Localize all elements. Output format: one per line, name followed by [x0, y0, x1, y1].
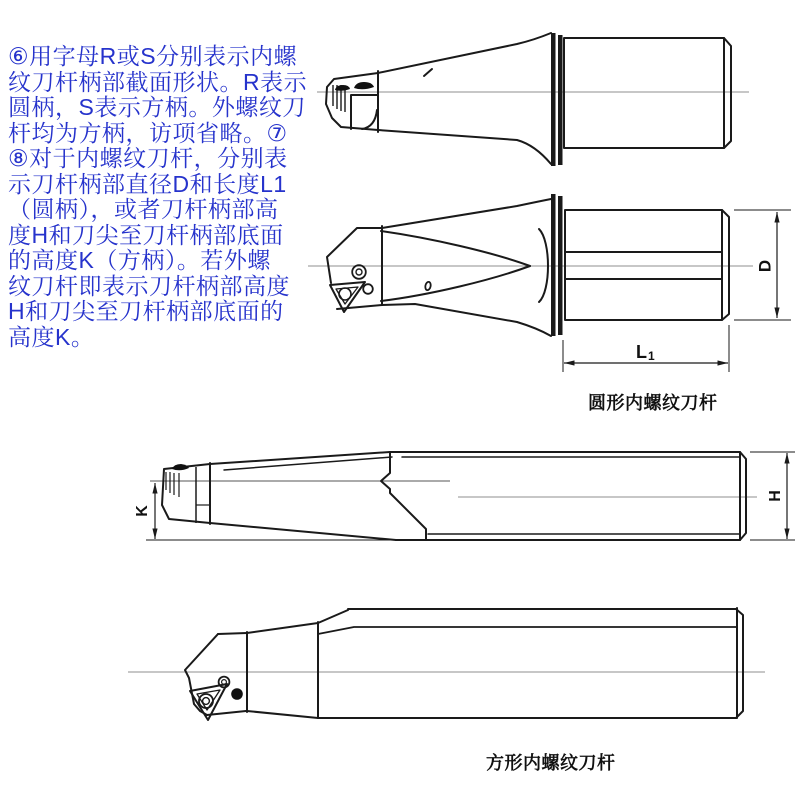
note-line: 的高度K（方柄）。若外螺: [8, 247, 271, 273]
round-toolholder-side-view-drawing: [300, 185, 800, 390]
dimension-k: [146, 483, 396, 540]
tip-centerline: [150, 481, 757, 497]
tool-outline: [185, 608, 743, 718]
note-line: 度H和刀尖至刀杆柄部底面: [8, 221, 284, 248]
note-line: 杆均为方柄，访项省略。⑦: [8, 119, 288, 146]
flange: [551, 194, 563, 336]
note-line: 高度K。: [8, 323, 95, 350]
round-toolholder-top-view-drawing: [305, 15, 800, 190]
flange: [551, 33, 563, 166]
dim-label-shank-height: H: [767, 490, 785, 502]
note-line: 示刀杆柄部直径D和长度L1: [8, 170, 287, 197]
dim-label-length-base: L: [636, 342, 647, 362]
note-line: H和刀尖至刀杆柄部底面的: [8, 298, 284, 324]
round-toolholder-caption: 圆形内螺纹刀杆: [588, 393, 718, 413]
tool-outline: [162, 452, 746, 540]
square-toolholder-side-view-drawing: [120, 593, 770, 740]
note-line: ⑥用字母R或S分别表示内螺: [8, 43, 298, 69]
tool-outline: [327, 199, 729, 336]
clamp-hatching: [166, 467, 210, 523]
note-line: ⑧对于内螺纹刀杆，分别表: [8, 145, 288, 171]
insert-and-screws: [330, 265, 373, 312]
note-line: （圆柄），或者刀杆柄部高: [8, 196, 279, 222]
clamp-screws: [335, 82, 374, 91]
clamp-screw: [172, 464, 189, 470]
square-toolholder-caption: 方形内螺纹刀杆: [486, 753, 616, 773]
note-line: 纹刀杆柄部截面形状。R表示: [8, 68, 308, 95]
tool-outline: [326, 33, 731, 164]
dim-label-tip-height: K: [134, 505, 152, 517]
square-toolholder-kh-view-drawing: [110, 438, 800, 555]
dim-label-diameter: D: [755, 259, 775, 273]
note-line: 圆柄，S表示方柄。外螺纹刀: [8, 94, 306, 120]
note-line: 纹刀杆即表示刀杆柄部高度: [8, 272, 290, 299]
dim-label-length-sub: 1: [648, 349, 655, 363]
note-text-block: [8, 44, 338, 350]
